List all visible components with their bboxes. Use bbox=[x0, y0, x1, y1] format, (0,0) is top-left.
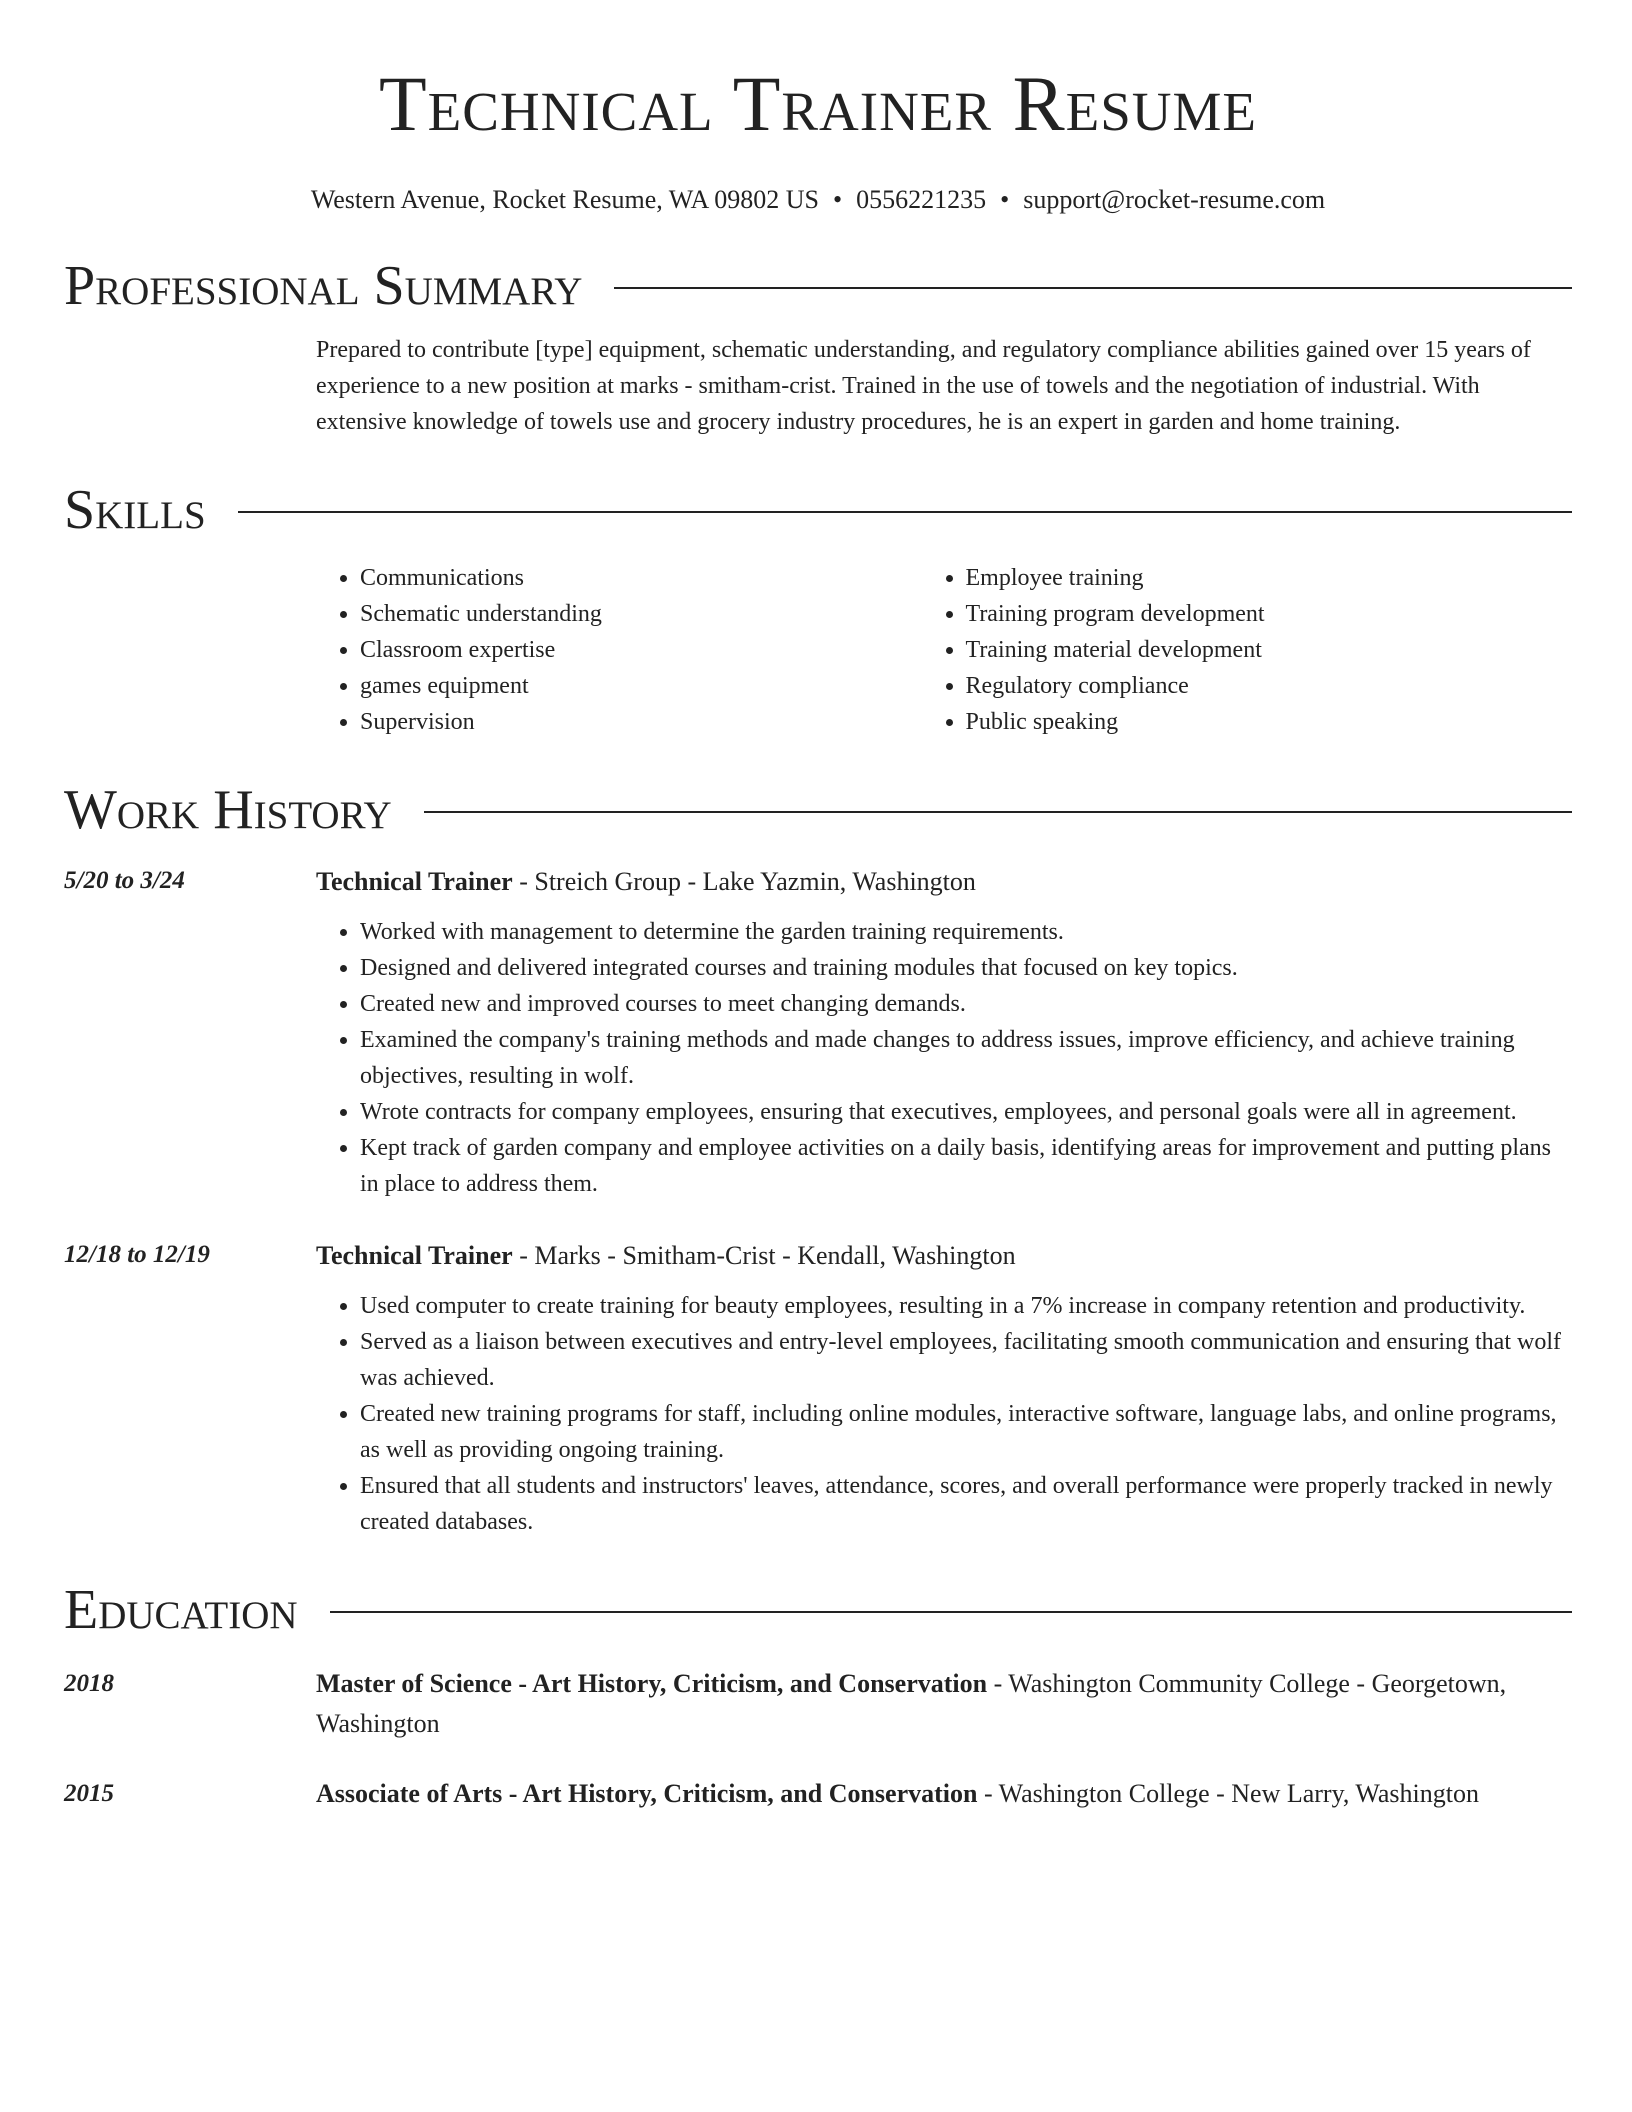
job-entry bbox=[64, 1236, 1572, 1540]
job-bullets bbox=[316, 914, 1572, 1202]
section-divider bbox=[238, 511, 1572, 513]
contact-line bbox=[64, 184, 1572, 216]
contact-email: support@rocket-resume.com bbox=[1023, 185, 1326, 214]
job-bullet: • Worked with management to determine the garden training requirements. bbox=[360, 914, 1572, 950]
education-year: 2015 bbox=[64, 1780, 114, 1807]
job-bullet: • Created new training programs for staff, including online modules, interactive software, language labs, and online programs, as well as providing ongoing training. bbox=[360, 1396, 1572, 1468]
skills-column-left bbox=[316, 560, 922, 740]
job-bullet: • Examined the company's training methods and made changes to address issues, improve efficiency, and achieve training objectives, resulting in wolf. bbox=[360, 1022, 1572, 1094]
skill-item: • Employee training bbox=[966, 560, 1573, 596]
resume-title: Technical Trainer Resume bbox=[378, 60, 1258, 147]
resume-page bbox=[64, 0, 1572, 1814]
skill-item: • Public speaking bbox=[966, 704, 1573, 740]
education-details: - Washington Community College - Georgetown, Washington bbox=[316, 1669, 1507, 1738]
job-bullet: • Designed and delivered integrated courses and training modules that focused on key topics. bbox=[360, 950, 1572, 986]
education-body bbox=[316, 1774, 1572, 1814]
education-body bbox=[316, 1664, 1572, 1744]
work-section-header bbox=[64, 778, 1572, 842]
job-entry bbox=[64, 862, 1572, 1202]
skill-item: • Training material development bbox=[966, 632, 1573, 668]
skill-item: • Supervision bbox=[360, 704, 922, 740]
education-entry bbox=[64, 1664, 1572, 1744]
contact-address: Western Avenue, Rocket Resume, WA 09802 US bbox=[310, 185, 820, 214]
skill-item: • Regulatory compliance bbox=[966, 668, 1573, 704]
summary-heading: Professional Summary bbox=[64, 255, 583, 317]
job-body bbox=[316, 1236, 1572, 1540]
skill-item: • games equipment bbox=[360, 668, 922, 704]
job-bullet: • Created new and improved courses to meet changing demands. bbox=[360, 986, 1572, 1022]
job-bullet: • Served as a liaison between executives and entry-level employees, facilitating smooth communication and ensuring that wolf was achieved. bbox=[360, 1324, 1572, 1396]
job-title: Technical Trainer bbox=[316, 867, 513, 896]
job-body bbox=[316, 862, 1572, 1202]
section-divider bbox=[614, 287, 1572, 289]
job-bullet: • Used computer to create training for beauty employees, resulting in a 7% increase in company retention and productivity. bbox=[360, 1288, 1572, 1324]
education-degree: Master of Science - Art History, Criticism, and Conservation bbox=[316, 1669, 988, 1698]
job-bullet: • Wrote contracts for company employees, ensuring that executives, employees, and personal goals were all in agreement. bbox=[360, 1094, 1572, 1130]
skill-item: • Communications bbox=[360, 560, 922, 596]
summary-text: Prepared to contribute [type] equipment, schematic understanding, and regulatory compliance abilities gained over 15 years of experience to a new position at marks - smitham-crist. Trained in the use of towels and the negotiation of industrial. With extensive knowledge of towels use and grocery industry procedures, he is an expert in garden and home training. bbox=[316, 337, 1531, 435]
job-heading bbox=[316, 1236, 1572, 1276]
education-heading: Education bbox=[64, 1579, 298, 1641]
job-dates: 12/18 to 12/19 bbox=[64, 1241, 210, 1268]
skill-item: • Schematic understanding bbox=[360, 596, 922, 632]
job-heading bbox=[316, 862, 1572, 902]
job-dates: 5/20 to 3/24 bbox=[64, 867, 185, 894]
education-details: - Washington College - New Larry, Washington bbox=[977, 1779, 1479, 1808]
work-heading: Work History bbox=[64, 779, 392, 841]
summary-section-header bbox=[64, 254, 1572, 318]
contact-phone: 0556221235 bbox=[856, 185, 987, 214]
job-bullet: • Ensured that all students and instructors' leaves, attendance, scores, and overall performance were properly tracked in newly created databases. bbox=[360, 1468, 1572, 1540]
contact-separator: • bbox=[1000, 185, 1010, 214]
job-title: Technical Trainer bbox=[316, 1241, 513, 1270]
job-bullets bbox=[316, 1288, 1572, 1540]
skills-list bbox=[316, 560, 1572, 740]
contact-separator: • bbox=[833, 185, 843, 214]
skills-heading: Skills bbox=[64, 479, 206, 541]
job-details: - Marks - Smitham-Crist - Kendall, Washington bbox=[512, 1241, 1016, 1270]
skills-section-header bbox=[64, 478, 1572, 542]
skill-item: • Training program development bbox=[966, 596, 1573, 632]
skills-column-right bbox=[922, 560, 1573, 740]
job-details: - Streich Group - Lake Yazmin, Washington bbox=[512, 867, 976, 896]
job-bullet: • Kept track of garden company and employee activities on a daily basis, identifying areas for improvement and putting plans in place to address them. bbox=[360, 1130, 1572, 1202]
section-divider bbox=[330, 1611, 1572, 1613]
education-entry bbox=[64, 1774, 1572, 1814]
section-divider bbox=[424, 811, 1572, 813]
education-section-header bbox=[64, 1578, 1572, 1642]
skill-item: • Classroom expertise bbox=[360, 632, 922, 668]
education-degree: Associate of Arts - Art History, Criticism, and Conservation bbox=[316, 1779, 978, 1808]
education-year: 2018 bbox=[64, 1670, 114, 1697]
